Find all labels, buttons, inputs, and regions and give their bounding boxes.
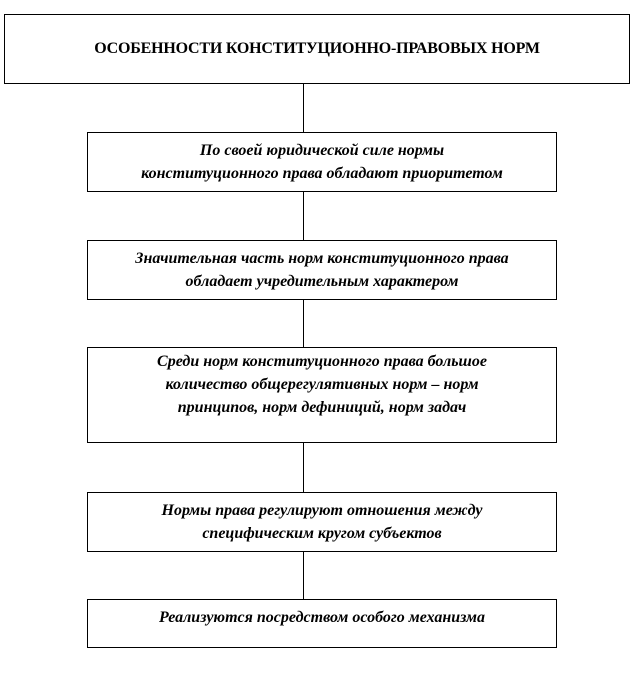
connector-line [303,84,304,132]
feature-text [156,499,489,545]
feature-box-2 [87,240,557,300]
feature-line: количество общерегулятивных норм – норм [165,376,479,393]
feature-line: По своей юридической силе нормы [199,142,445,159]
feature-line: обладает учредительным характером [185,273,459,290]
connector-line [303,552,304,599]
feature-text [135,139,509,185]
feature-text [153,606,491,629]
feature-box-5 [87,599,557,648]
feature-text [129,247,514,293]
feature-line: Реализуются посредством особого механизма [159,609,485,626]
feature-box-4 [87,492,557,552]
feature-text [151,350,493,419]
diagram-title: ОСОБЕННОСТИ КОНСТИТУЦИОННО-ПРАВОВЫХ НОРМ [94,40,540,57]
feature-line: Нормы права регулируют отношения между [161,502,483,519]
feature-box-1 [87,132,557,192]
connector-line [303,443,304,492]
feature-line: специфическим кругом субъектов [202,525,442,542]
diagram-title-box [4,14,630,84]
feature-line: конституционного права обладают приоритетом [141,165,503,182]
feature-line: принципов, норм дефиниций, норм задач [177,399,467,416]
feature-line: Значительная часть норм конституционного права [135,250,509,267]
connector-line [303,300,304,347]
feature-line: Среди норм конституционного права большое [157,353,487,370]
feature-box-3 [87,347,557,443]
connector-line [303,192,304,240]
